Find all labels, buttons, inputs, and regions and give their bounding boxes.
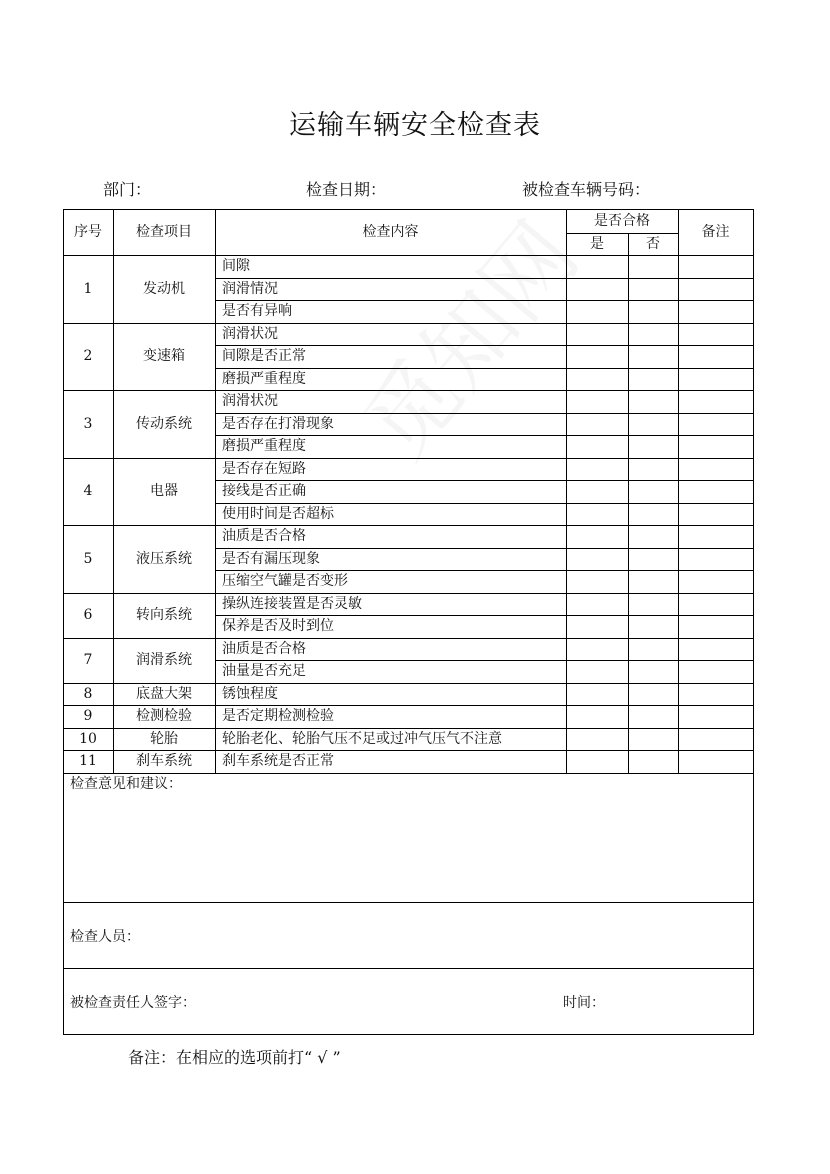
content-cell: 磨损严重程度 [222,438,306,454]
content-cell: 是否存在打滑现象 [222,415,334,432]
header-pass: 是否合格 [594,213,650,229]
item-cell: 发动机 [143,280,185,297]
inspection-date-label: 检查日期： [306,180,387,199]
col-line [628,233,629,773]
content-cell: 压缩空气罐是否变形 [222,573,348,589]
row-line [215,278,753,279]
item-cell: 液压系统 [136,550,192,567]
content-cell: 磨损严重程度 [222,370,306,387]
seq-cell: 2 [83,348,93,365]
content-cell: 接线是否正确 [222,483,306,499]
item-cell: 底盘大架 [136,685,192,702]
content-cell: 间隙 [222,258,250,274]
seq-cell: 5 [83,550,93,567]
content-cell: 刹车系统是否正常 [222,753,334,769]
header-yes: 是 [590,236,604,252]
seq-cell: 3 [83,415,93,432]
header-bottom-line [63,255,753,256]
left-border [63,209,64,1034]
table-top-line [63,209,754,210]
content-cell: 间隙是否正常 [222,348,306,364]
content-cell: 油质是否合格 [222,528,306,544]
content-cell: 操纵连接装置是否灵敏 [222,595,362,612]
right-border [753,209,754,1034]
content-cell: 是否存在短路 [222,460,306,477]
header-remark: 备注 [701,224,730,240]
group-line [63,458,753,459]
footnote: 备注：在相应的选项前打“ √ ” [128,1048,341,1067]
signature-label: 被检查责任人签字： [70,995,196,1011]
time-label: 时间： [563,995,605,1011]
seq-cell: 1 [83,280,93,297]
group-line [63,390,753,391]
pass-split-line [566,233,678,234]
content-cell: 锈蚀程度 [222,685,278,702]
section-line [63,902,753,903]
row-line [215,300,753,301]
department-label: 部门： [103,180,152,199]
item-cell: 转向系统 [136,607,192,623]
content-cell: 润滑状况 [222,393,278,409]
col-line [678,209,679,773]
col-line [215,209,216,773]
seq-cell: 9 [83,708,93,725]
item-cell: 电器 [150,483,178,500]
seq-cell: 4 [83,483,93,500]
header-content: 检查内容 [362,224,419,240]
item-cell: 检测检验 [136,708,192,725]
item-cell: 刹车系统 [136,753,192,770]
vehicle-number-label: 被检查车辆号码： [522,180,651,199]
page-title: 运输车辆安全检查表 [289,110,541,141]
group-line [63,323,753,324]
seq-cell: 8 [83,685,93,702]
content-cell: 是否有漏压现象 [222,550,320,567]
group-line [63,525,753,526]
seq-cell: 10 [79,730,97,747]
content-cell: 轮胎老化、轮胎气压不足或过冲气压气不注意 [222,730,502,747]
opinion-label: 检查意见和建议： [70,776,182,792]
item-cell: 润滑系统 [136,652,192,668]
content-cell: 是否有异响 [222,303,292,319]
header-seq: 序号 [74,224,102,240]
seq-cell: 7 [83,652,93,668]
content-cell: 润滑状况 [222,325,278,342]
section-line [63,968,753,969]
header-no: 否 [646,236,660,252]
group-line [63,638,753,639]
col-line [566,209,567,773]
item-cell: 变速箱 [143,348,185,365]
content-cell: 保养是否及时到位 [222,618,334,634]
table-bottom-line [63,1034,754,1035]
item-cell: 传动系统 [136,415,192,432]
content-cell: 油质是否合格 [222,640,306,657]
item-cell: 轮胎 [150,730,178,747]
content-cell: 润滑情况 [222,280,278,297]
seq-cell: 6 [83,607,93,623]
seq-cell: 11 [79,753,97,770]
content-cell: 使用时间是否超标 [222,505,334,522]
content-cell: 油量是否充足 [222,663,306,679]
header-item: 检查项目 [136,224,192,240]
inspector-label: 检查人员： [70,929,140,945]
col-line [113,209,114,773]
group-line [63,593,753,594]
content-cell: 是否定期检测检验 [222,708,334,724]
